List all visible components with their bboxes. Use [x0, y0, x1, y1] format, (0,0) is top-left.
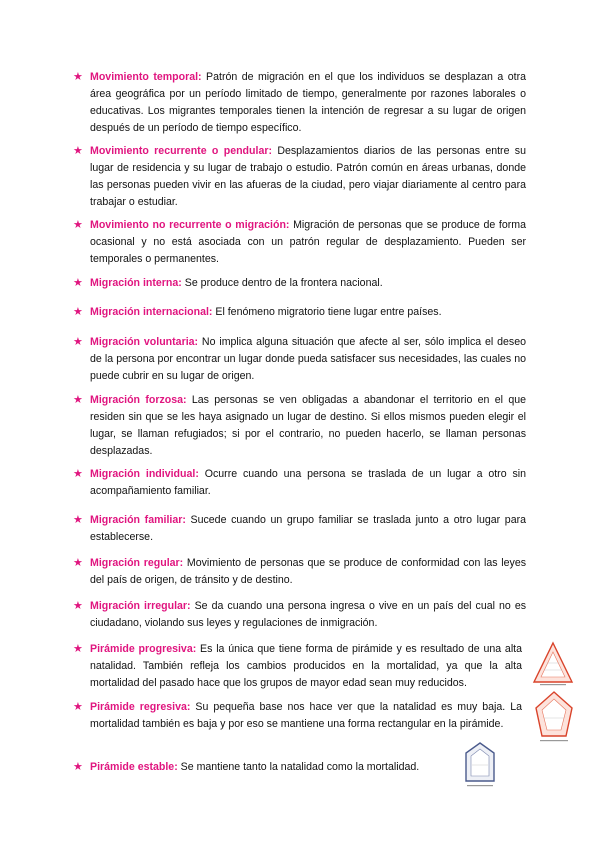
star-bullet-icon: ★: [73, 145, 83, 157]
star-bullet-icon: ★: [73, 643, 83, 655]
term: Pirámide progresiva:: [90, 643, 197, 655]
term: Migración individual:: [90, 468, 199, 480]
term: Migración internacional:: [90, 306, 213, 318]
star-bullet-icon: ★: [73, 468, 83, 480]
star-bullet-icon: ★: [73, 761, 83, 773]
progressive-pyramid-icon: [532, 640, 574, 688]
star-bullet-icon: ★: [73, 701, 83, 713]
star-bullet-icon: ★: [73, 600, 83, 612]
definition-text: No implica alguna situación que afecte al ser, sólo implica el deseo de la persona por encontrar un lugar donde pueda satisfacer sus necesidades, las cuales no puede cubrir en su lugar de origen.: [90, 336, 526, 382]
definition-movimiento-temporal: [73, 69, 526, 137]
progressive-pyramid-thumbnail: [532, 640, 574, 688]
term: Pirámide regresiva:: [90, 701, 191, 713]
definition-text: Ocurre cuando una persona se traslada de un lugar a otro sin acompañamiento familiar.: [90, 468, 526, 497]
definition-text: Sucede cuando un grupo familiar se traslada junto a otro lugar para establecerse.: [90, 514, 527, 543]
definition-text: Desplazamientos diarios de las personas entre su lugar de residencia y su lugar de trabajo o estudio. Patrón común en áreas urbanas, donde las personas pueden vivir en las afueras de la ciudad, pero viajar diariamente al centro para trabajar o estudiar.: [90, 145, 526, 208]
term: Migración voluntaria:: [90, 336, 199, 348]
definition-text: Se produce dentro de la frontera nacional.: [181, 277, 383, 289]
definition-text: Es la única que tiene forma de pirámide y es resultado de una alta natalidad. También refleja los cambios producidos en la mortalidad, ya que la alta mortalidad del pasado hace que los grupos de mayor edad sean muy reducidos.: [90, 643, 523, 689]
star-bullet-icon: ★: [73, 219, 83, 231]
definition-piramide-estable: [73, 759, 522, 776]
definition-text: Su pequeña base nos hace ver que la natalidad es muy baja. La mortalidad también es baja y por eso se mantiene una forma rectangular en la pirámide.: [90, 701, 522, 730]
term: Migración familiar:: [90, 514, 186, 526]
star-bullet-icon: ★: [73, 277, 83, 289]
definition-text: Movimiento de personas que se produce de conformidad con las leyes del país de origen, de tránsito y de destino.: [90, 557, 527, 586]
term: Movimiento recurrente o pendular:: [90, 145, 272, 157]
term: Movimiento no recurrente o migración:: [90, 219, 290, 231]
definition-text: Se da cuando una persona ingresa o vive en un país del cual no es ciudadano, violando sus leyes y regulaciones de inmigración.: [90, 600, 527, 629]
definition-text: El fenómeno migratorio tiene lugar entre países.: [212, 306, 442, 318]
term: Movimiento temporal:: [90, 71, 202, 83]
definition-migracion-familiar: [73, 512, 527, 546]
stable-pyramid-thumbnail: [460, 739, 500, 791]
definition-migracion-interna: [73, 275, 526, 292]
definition-migracion-forzosa: [73, 392, 526, 460]
definition-text: Las personas se ven obligadas a abandonar el territorio en el que residen sin que se les haya asignado un lugar de destino. Si ellos mismos pueden elegir el lugar, se llaman refugiados; si por el contrario, no pueden hacerlo, se llaman personas desplazadas.: [90, 394, 526, 457]
term: Migración regular:: [90, 557, 184, 569]
definition-migracion-individual: [73, 466, 526, 500]
definition-migracion-internacional: [73, 304, 526, 321]
definition-migracion-regular: [73, 555, 527, 589]
definition-movimiento-no-recurrente: [73, 217, 526, 268]
definition-migracion-voluntaria: [73, 334, 526, 385]
definition-piramide-regresiva: [73, 699, 522, 733]
star-bullet-icon: ★: [73, 71, 83, 83]
definition-migracion-irregular: [73, 598, 527, 632]
definition-text: Se mantiene tanto la natalidad como la mortalidad.: [177, 761, 420, 773]
definition-text: Migración de personas que se produce de forma ocasional y no está asociada con un patrón regular de desplazamiento. Pueden ser temporales o permanentes.: [90, 219, 526, 265]
term: Migración forzosa:: [90, 394, 187, 406]
star-bullet-icon: ★: [73, 306, 83, 318]
star-bullet-icon: ★: [73, 394, 83, 406]
regressive-pyramid-thumbnail: [532, 688, 576, 746]
term: Pirámide estable:: [90, 761, 178, 773]
definition-text: Patrón de migración en el que los individuos se desplazan a otra área geográfica por un período limitado de tiempo, generalmente por razones laborales o educativas. Los migrantes temporales tienen la intención de regresar a su lugar de origen después de un período de tiempo específico.: [90, 71, 526, 134]
star-bullet-icon: ★: [73, 557, 83, 569]
star-bullet-icon: ★: [73, 514, 83, 526]
stable-pyramid-icon: [460, 739, 500, 791]
term: Migración irregular:: [90, 600, 191, 612]
star-bullet-icon: ★: [73, 336, 83, 348]
definition-movimiento-recurrente: [73, 143, 526, 211]
term: Migración interna:: [90, 277, 182, 289]
regressive-pyramid-icon: [532, 688, 576, 746]
definition-piramide-progresiva: [73, 641, 523, 692]
